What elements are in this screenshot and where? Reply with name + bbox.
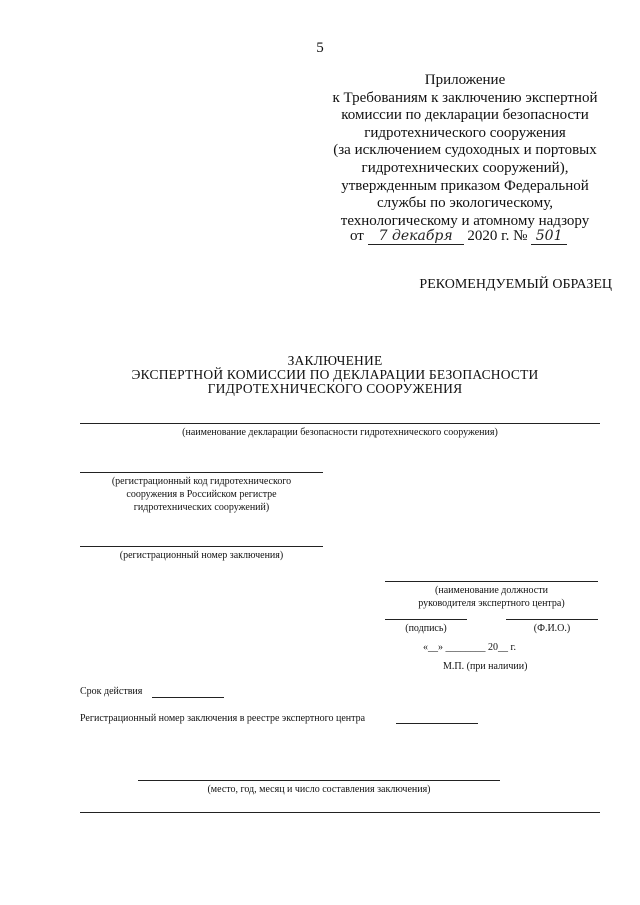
appendix-line: службы по экологическому, xyxy=(377,195,553,212)
appendix-line: технологическому и атомному надзору xyxy=(340,212,590,229)
document-title xyxy=(80,354,590,396)
appendix-line: комиссии по декларации безопасности xyxy=(341,107,589,124)
place-date-line xyxy=(138,780,500,781)
declaration-name-caption: (наименование декларации безопасности гидротехнического сооружения) xyxy=(182,427,498,438)
reg-code-caption-line: сооружения в Российском регистре xyxy=(126,489,277,500)
validity-line xyxy=(152,697,224,698)
registry-line xyxy=(396,723,478,724)
order-date-line xyxy=(350,228,610,245)
handwritten-date: 7 декабря xyxy=(368,228,464,245)
reg-code-caption xyxy=(80,475,323,514)
title-line: ГИДРОТЕХНИЧЕСКОГО СООРУЖЕНИЯ xyxy=(207,381,463,396)
appendix-line: к Требованиям к заключению экспертной xyxy=(332,89,598,106)
date-year: 2020 г. № xyxy=(467,228,528,244)
stamp-label: М.П. (при наличии) xyxy=(443,661,528,672)
fio-caption: (Ф.И.О.) xyxy=(533,623,571,634)
date-prefix: от xyxy=(350,228,364,244)
reg-code-caption-line: гидротехнических сооружений) xyxy=(133,502,270,513)
position-line xyxy=(385,581,598,582)
appendix-line: гидротехнических сооружений), xyxy=(361,159,569,176)
declaration-name-line xyxy=(80,423,600,424)
reg-number-line xyxy=(80,546,323,547)
appendix-line: (за исключением судоходных и портовых xyxy=(333,142,597,159)
appendix-line: утвержденным приказом Федеральной xyxy=(341,177,589,194)
signature-line xyxy=(385,619,467,620)
place-date-caption: (место, год, месяц и число составления заключения) xyxy=(207,784,431,795)
position-caption xyxy=(385,584,598,610)
reg-code-line xyxy=(80,472,323,473)
validity-label: Срок действия xyxy=(80,686,143,697)
registry-label: Регистрационный номер заключения в реестре экспертного центра xyxy=(80,713,366,724)
appendix-line: Приложение xyxy=(424,72,506,88)
signature-caption: (подпись) xyxy=(405,623,447,634)
signature-date: «__» ________ 20__ г. xyxy=(423,642,516,653)
position-caption-line: руководителя экспертного центра) xyxy=(418,598,565,609)
title-line: ЭКСПЕРТНОЙ КОМИССИИ ПО ДЕКЛАРАЦИИ БЕЗОПАСНОСТИ xyxy=(131,367,539,382)
bottom-rule xyxy=(80,812,600,813)
page-number: 5 xyxy=(316,40,324,56)
reg-code-caption-line: (регистрационный код гидротехнического xyxy=(111,476,292,487)
appendix-block xyxy=(315,72,615,230)
recommended-sample-label: РЕКОМЕНДУЕМЫЙ ОБРАЗЕЦ xyxy=(419,277,612,292)
appendix-line: гидротехнического сооружения xyxy=(364,124,566,141)
reg-number-caption: (регистрационный номер заключения) xyxy=(119,550,284,561)
fio-line xyxy=(506,619,598,620)
position-caption-line: (наименование должности xyxy=(435,585,548,596)
handwritten-number: 501 xyxy=(531,228,567,245)
title-line: ЗАКЛЮЧЕНИЕ xyxy=(287,353,383,368)
